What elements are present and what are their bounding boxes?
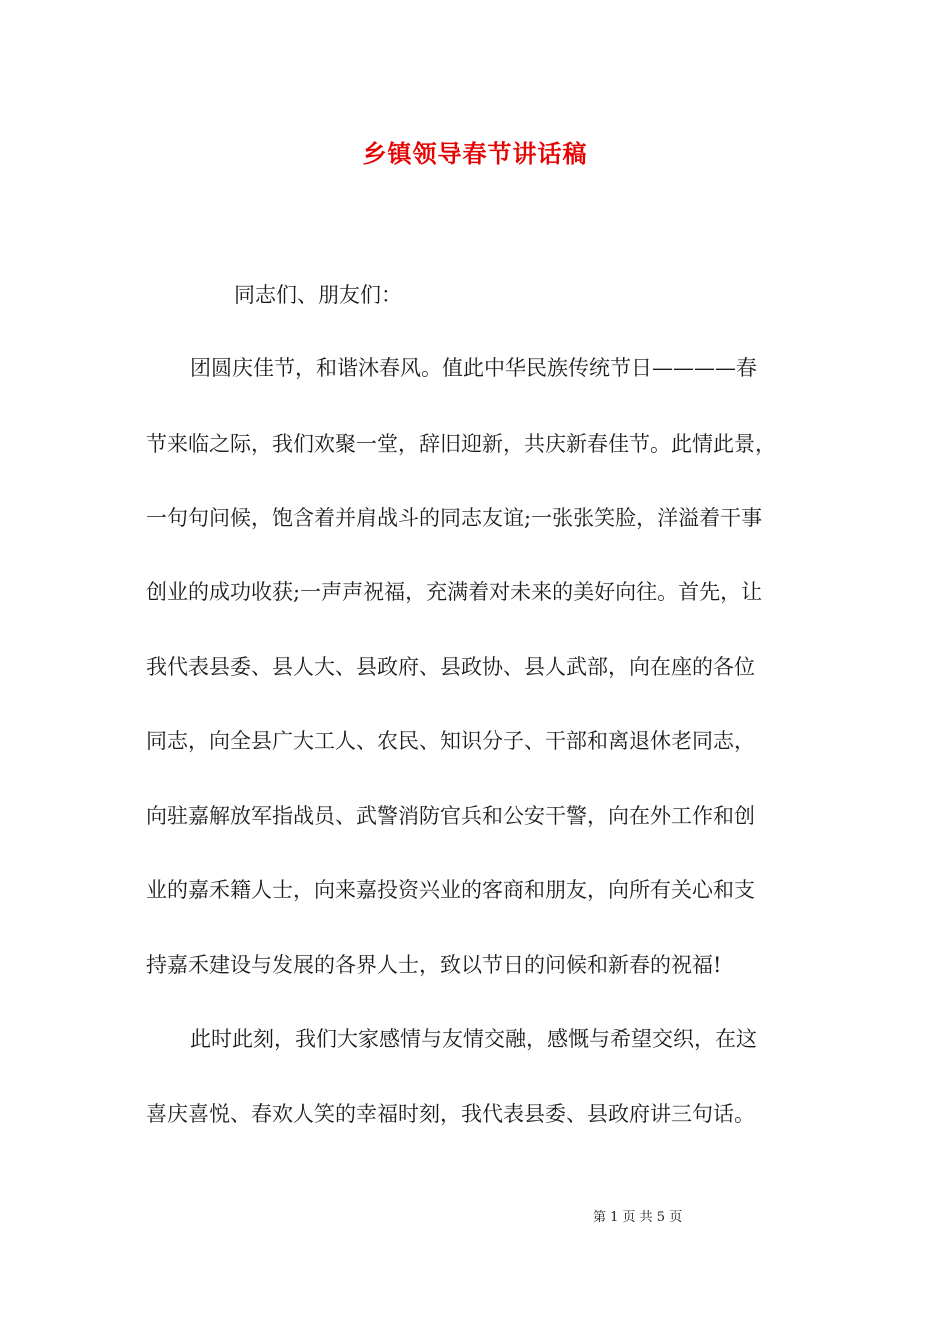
body-line-4: 创业的成功收获;一声声祝福，充满着对未来的美好向往。首先，让 [146,580,763,604]
body-line-5: 我代表县委、县人大、县政府、县政协、县人武部，向在座的各位 [146,655,755,679]
body-line-2: 节来临之际，我们欢聚一堂，辞旧迎新，共庆新春佳节。此情此景， [146,432,776,456]
page-number: 第 1 页 共 5 页 [593,1210,683,1225]
body-line-3: 一句句问候，饱含着并肩战斗的同志友谊;一张张笑脸，洋溢着干事 [146,506,763,530]
body-line-8: 业的嘉禾籍人士，向来嘉投资兴业的客商和朋友，向所有关心和支 [146,878,755,902]
body-line-7: 向驻嘉解放军指战员、武警消防官兵和公安干警，向在外工作和创 [146,804,755,828]
document-title: 乡镇领导春节讲话稿 [362,139,588,168]
body-line-6: 同志，向全县广大工人、农民、知识分子、干部和离退休老同志， [146,729,755,753]
body-line-1: 团圆庆佳节，和谐沐春风。值此中华民族传统节日————春 [190,356,757,380]
body-line-11: 喜庆喜悦、春欢人笑的幸福时刻，我代表县委、县政府讲三句话。 [146,1102,755,1126]
body-line-9: 持嘉禾建设与发展的各界人士，致以节日的问候和新春的祝福! [146,953,722,977]
greeting-line: 同志们、朋友们： [234,283,402,307]
body-line-10: 此时此刻，我们大家感情与友情交融，感慨与希望交织，在这 [190,1027,757,1051]
